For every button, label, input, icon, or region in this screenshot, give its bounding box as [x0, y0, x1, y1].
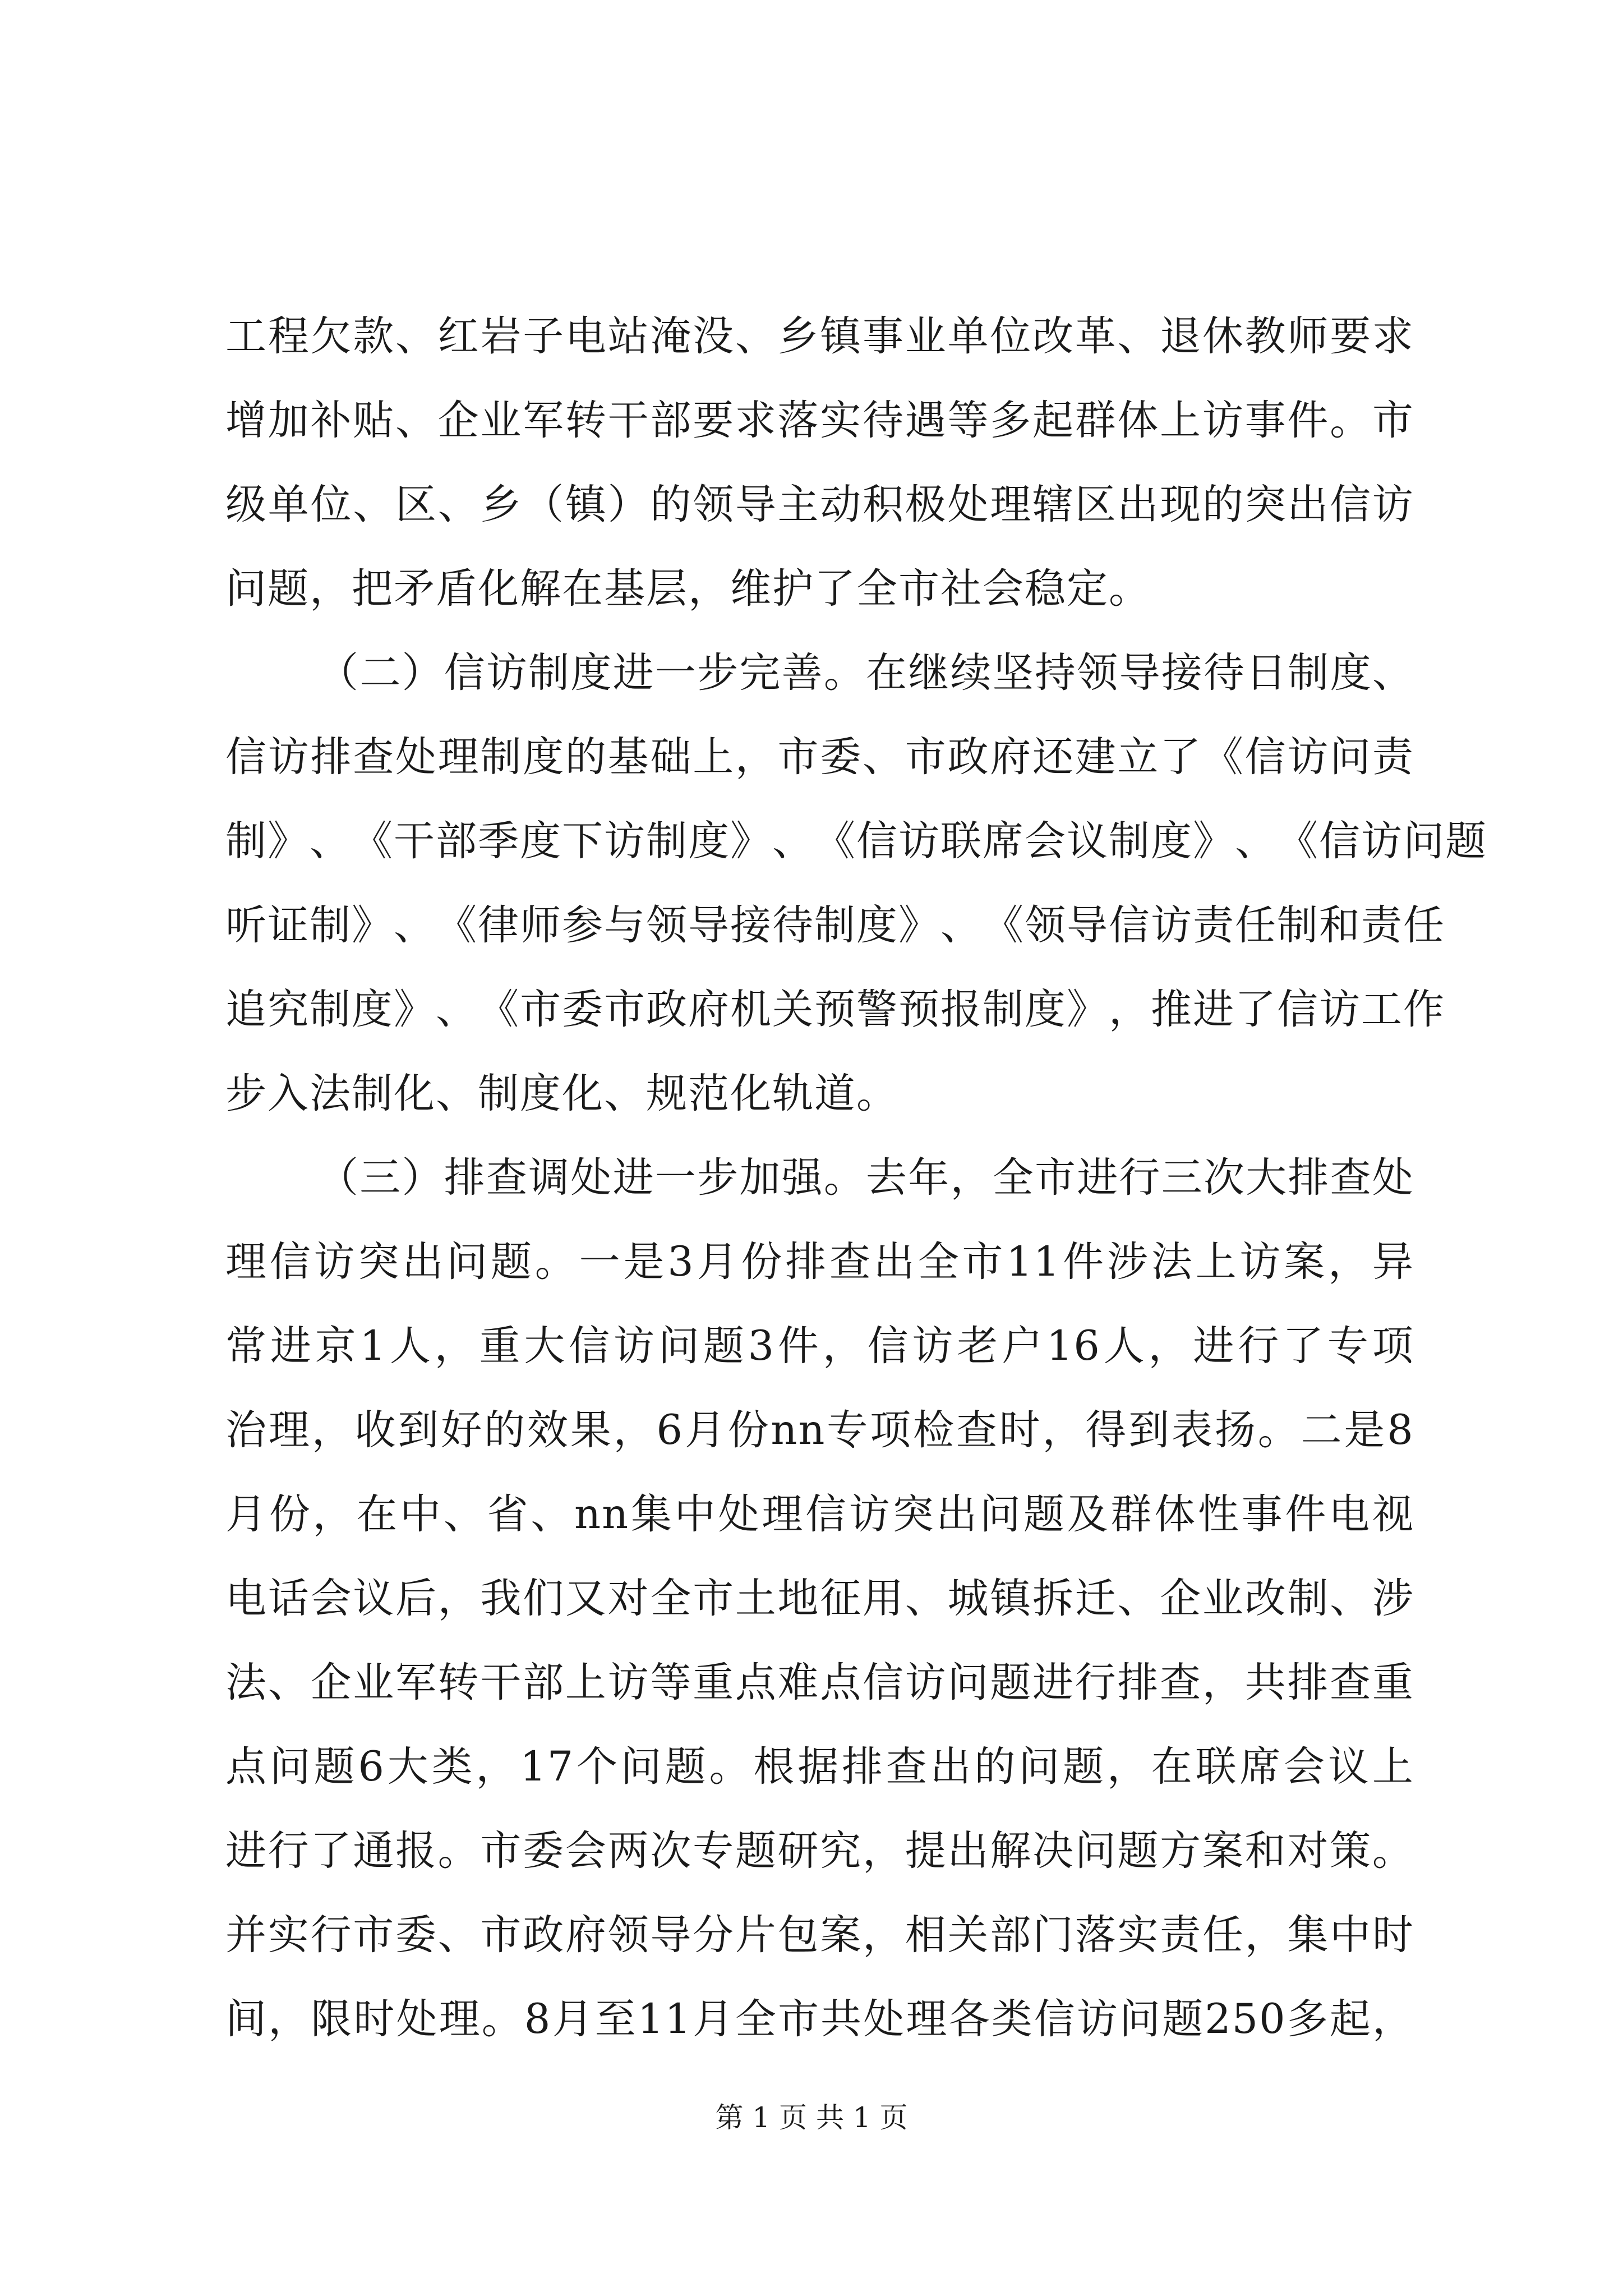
text-line: 信 访 排 查 处 理 制 度 的 基 础 上 ， 市 委 、 市 政 府 还 建 立 了 《 信 访 问 责 [225, 733, 1414, 781]
text-line: 步入法制化、制度化、规范化轨道。 [225, 1070, 898, 1117]
text-line: 并 实 行 市 委 、 市 政 府 领 导 分 片 包 案 ， 相 关 部 门 落 实 责 任 ， 集 中 时 [225, 1911, 1414, 1959]
text-line: 月 份 ， 在 中 、 省 、 nn 集 中 处 理 信 访 突 出 问 题 及 群 体 性 事 件 电 视 [225, 1490, 1414, 1538]
text-line: 点 问 题 6 大 类 ， 17 个 问 题 。 根 据 排 查 出 的 问 题 ， 在 联 席 会 议 上 [225, 1743, 1414, 1791]
text-line: 进 行 了 通 报 。 市 委 会 两 次 专 题 研 究 ， 提 出 解 决 问 题 方 案 和 对 策 。 [225, 1827, 1414, 1875]
text-line: 治 理 ， 收 到 好 的 效 果 ， 6 月 份 nn 专 项 检 查 时 ， 得 到 表 扬 。 二 是 8 [225, 1406, 1414, 1454]
text-line: 工 程 欠 款 、 红 岩 子 电 站 淹 没 、 乡 镇 事 业 单 位 改 革 、 退 休 教 师 要 求 [225, 312, 1414, 360]
text-line: 听 证 制 》 、 《 律 师 参 与 领 导 接 待 制 度 》 、 《 领 导 信 访 责 任 制 和 责 任 [225, 901, 1445, 949]
text-line: 常 进 京 1 人 ， 重 大 信 访 问 题 3 件 ， 信 访 老 户 16 人 ， 进 行 了 专 项 [225, 1322, 1414, 1370]
page-footer: 第 1 页 共 1 页 [715, 2101, 908, 2134]
text-line: 法 、 企 业 军 转 干 部 上 访 等 重 点 难 点 信 访 问 题 进 行 排 查 ， 共 排 查 重 [225, 1659, 1414, 1706]
text-line: 间 ， 限 时 处 理 。 8 月 至 11 月 全 市 共 处 理 各 类 信 访 问 题 250 多 起 ， [225, 1995, 1414, 2043]
text-line: 制 》 、 《 干 部 季 度 下 访 制 度 》 、 《 信 访 联 席 会 议 制 度 》 、 《 信 访 问 题 [225, 817, 1487, 865]
text-line: 增 加 补 贴 、 企 业 军 转 干 部 要 求 落 实 待 遇 等 多 起 群 体 上 访 事 件 。 市 [225, 397, 1414, 444]
paragraph-first-line: （ 二 ） 信 访 制 度 进 一 步 完 善 。 在 继 续 坚 持 领 导 接 待 日 制 度 、 [317, 649, 1414, 697]
text-line: 级 单 位 、 区 、 乡 （ 镇 ） 的 领 导 主 动 积 极 处 理 辖 区 出 现 的 突 出 信 访 [225, 481, 1414, 528]
text-line: 问题，把矛盾化解在基层，维护了全市社会稳定。 [225, 565, 1151, 613]
text-line: 理 信 访 突 出 问 题 。 一 是 3 月 份 排 查 出 全 市 11 件 涉 法 上 访 案 ， 异 [225, 1238, 1414, 1286]
text-line: 电 话 会 议 后 ， 我 们 又 对 全 市 土 地 征 用 、 城 镇 拆 迁 、 企 业 改 制 、 涉 [225, 1575, 1414, 1622]
paragraph-first-line: （ 三 ） 排 查 调 处 进 一 步 加 强 。 去 年 ， 全 市 进 行 三 次 大 排 查 处 [317, 1154, 1414, 1202]
text-line: 追 究 制 度 》 、 《 市 委 市 政 府 机 关 预 警 预 报 制 度 》 ， 推 进 了 信 访 工 作 [225, 986, 1445, 1033]
